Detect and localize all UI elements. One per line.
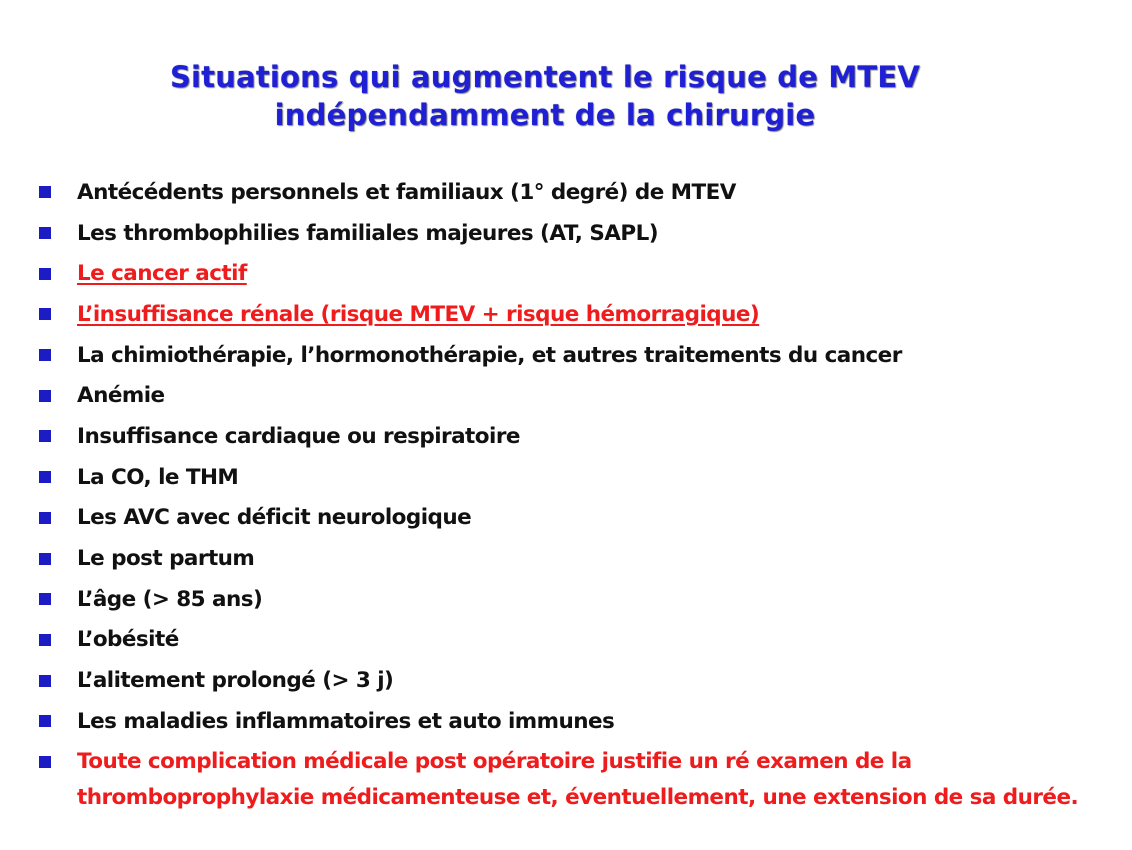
- list-item-text: L’âge (> 85 ans): [77, 586, 263, 612]
- list-item: [0, 416, 1132, 457]
- list-item-text: La chimiothérapie, l’hormonothérapie, et autres traitements du cancer: [77, 342, 902, 368]
- square-bullet-icon: [39, 308, 51, 320]
- list-item: [0, 701, 1132, 742]
- list-item: [0, 375, 1132, 416]
- square-bullet-icon: [39, 390, 51, 402]
- square-bullet-icon: [39, 715, 51, 727]
- list-item-text: L’obésité: [77, 627, 179, 653]
- list-item: [0, 538, 1132, 579]
- square-bullet-icon: [39, 471, 51, 483]
- list-item-text: L’insuffisance rénale (risque MTEV + risque hémorragique): [77, 301, 760, 327]
- list-item: [0, 172, 1132, 213]
- risk-factor-list: [0, 172, 1132, 816]
- list-item-text: Le cancer actif: [77, 261, 247, 287]
- list-item-text: Les thrombophilies familiales majeures (AT, SAPL): [77, 220, 659, 246]
- list-item-text-line-2: thromboprophylaxie médicamenteuse et, éventuellement, une extension de sa durée.: [77, 784, 1079, 810]
- slide-title-line-1: Situations qui augmentent le risque de MTEV: [169, 60, 921, 94]
- list-item-highlighted: [0, 294, 1132, 335]
- list-item-text: Le post partum: [77, 546, 255, 572]
- list-item: [0, 660, 1132, 701]
- square-bullet-icon: [39, 553, 51, 565]
- list-item-text-line-1: Toute complication médicale post opératoire justifie un ré examen de la: [77, 748, 912, 774]
- square-bullet-icon: [39, 227, 51, 239]
- list-item: [0, 457, 1132, 498]
- square-bullet-icon: [39, 512, 51, 524]
- list-item-text: Anémie: [77, 383, 165, 409]
- list-item-text: Les maladies inflammatoires et auto immunes: [77, 708, 615, 734]
- list-item-text: Les AVC avec déficit neurologique: [77, 505, 472, 531]
- list-item: [0, 335, 1132, 376]
- slide-title: [0, 58, 1090, 134]
- square-bullet-icon: [39, 268, 51, 280]
- list-item-highlighted: [0, 742, 1132, 816]
- square-bullet-icon: [39, 756, 51, 768]
- list-item-text: Insuffisance cardiaque ou respiratoire: [77, 423, 520, 449]
- list-item: [0, 213, 1132, 254]
- list-item-text: La CO, le THM: [77, 464, 239, 490]
- square-bullet-icon: [39, 349, 51, 361]
- list-item-text: Antécédents personnels et familiaux (1° degré) de MTEV: [77, 179, 736, 205]
- square-bullet-icon: [39, 186, 51, 198]
- list-item-text: L’alitement prolongé (> 3 j): [77, 668, 394, 694]
- list-item: [0, 620, 1132, 661]
- list-item: [0, 579, 1132, 620]
- slide-title-line-2: indépendamment de la chirurgie: [274, 98, 816, 132]
- square-bullet-icon: [39, 634, 51, 646]
- list-item: [0, 498, 1132, 539]
- list-item-text: [77, 744, 1078, 816]
- list-item-highlighted: [0, 253, 1132, 294]
- square-bullet-icon: [39, 675, 51, 687]
- square-bullet-icon: [39, 430, 51, 442]
- square-bullet-icon: [39, 593, 51, 605]
